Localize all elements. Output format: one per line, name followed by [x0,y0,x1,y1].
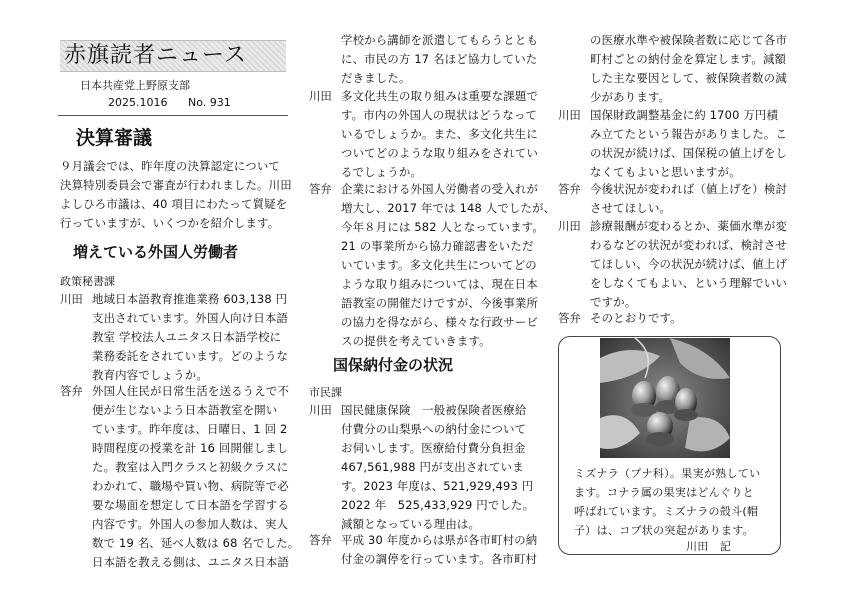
text-line: そのとおりです。 [590,311,682,325]
text-line: 数で 19 名、延べ人数は 68 名でした。 [92,536,300,550]
text-line: ですか。 [590,295,637,309]
text-line: 時間程度の授業を計 16 回開催しまし [92,441,289,455]
text-line: てほしい、今の状況が続けば、値上げ [590,257,788,271]
text-line: の医療水準や被保険者数に応じて各市 [590,33,788,47]
text-line: す。2023 年度は、521,929,493 円 [341,479,534,493]
speaker-label: 答弁 [558,311,581,325]
text-line: 少があります。 [590,90,671,104]
caption-line: ます。コナラ属の果実はどんぐりと [574,486,754,499]
text-line: いるでしょうか。また、多文化共生に [341,127,538,141]
text-line: 21 の事業所から協力確認書をいただ [341,239,534,253]
issue-number: No. 931 [188,96,231,109]
text-line: 多文化共生の取り組みは重要な課題で [341,89,539,103]
text-line: 業務委託をされています。どのような [92,349,289,363]
text-line: の状況が続けば、国保税の値上げをし [590,146,788,160]
text-line: 要な場面を想定して日本語を学習する [92,498,290,512]
text-line: 2022 年 525,433,929 円でした。 [341,498,535,512]
intro-line: よしひろ市議は、40 項目にわたって質疑を [60,197,288,211]
text-line: 支出されています。外国人向け日本語 [92,311,289,325]
text-line: した主な要因として、被保険者数の減 [590,71,787,85]
text-line: ています。昨年度は、日曜日、1 回 2 [92,422,288,436]
text-line: 付費分の山梨県への納付金について [341,422,527,436]
masthead-divider [58,115,288,116]
text-line: るでしょうか。 [341,165,423,179]
text-line: 今年８月には 582 人となっています。 [341,220,544,234]
text-line: わかれて、職場や買い物、病院等で必 [92,479,289,493]
text-line: 内容です。外国人の参加人数は、実人 [92,517,289,531]
text-line: 平成 30 年度からは県が各市町村の納 [341,533,538,547]
text-line: わるなどの状況が変われば、検討させ [590,238,788,252]
text-line: 付金の調停を行っています。各市町村 [341,552,538,566]
section-heading-insurance: 国保納付金の状況 [333,356,454,374]
text-line: 今後状況が変われば（値上げを）検討 [590,182,788,196]
text-line: なくてもよいと思いますが。 [590,165,741,179]
newsletter-title: 赤旗読者ニュース [64,43,247,68]
text-line: 診療報酬が変わるとか、薬価水準が変 [590,219,788,233]
speaker-label: 答弁 [309,533,332,547]
text-line: お伺いします。医療給付費分負担金 [341,441,526,455]
acorn-photo-icon [600,338,730,458]
text-line: す。市内の外国人の現状はどうなって [341,108,538,122]
text-line: に、市民の方 17 名ほど協力していた [341,52,538,66]
speaker-label: 川田 [558,219,581,233]
speaker-label: 川田 [558,108,581,122]
text-line: 教室 学校法人ユニタス日本語学校に [92,330,282,344]
text-line: ついてどのような取り組みをされてい [341,146,539,160]
text-line: み立てたという報告がありました。こ [590,127,788,141]
intro-line: 行っていますが、いくつかを紹介します。 [60,216,280,230]
text-line: 日本語を教える側は、ユニタス日本語 [92,555,290,569]
caption-signature: 川田 記 [686,540,732,553]
text-line: だきました。 [341,71,411,85]
text-line: 国民健康保険 一般被保険者医療給 [341,403,527,417]
issue-date: 2025.1016 [108,96,168,109]
publisher-name: 日本共産党上野原支部 [80,79,190,92]
speaker-label: 答弁 [558,182,581,196]
caption-line: 呼ばれています。ミズナラの殻斗(帽 [574,505,759,518]
text-line: させてほしい。 [590,201,672,215]
text-line: 町村ごとの納付金を算定します。減額 [590,52,787,66]
text-line: いています。多文化共生についてどの [341,258,537,272]
department-label: 市民課 [309,386,342,399]
text-line: 学校から講師を派遣してもらうととも [341,33,539,47]
text-line: ような取り組みについては、現在日本 [341,277,538,291]
caption-line: ミズナラ（ブナ科）。果実が熟してい [574,467,761,480]
text-line: 国保財政調整基金に約 1700 万円積 [590,108,779,122]
article-title: 決算審議 [76,127,153,149]
speaker-label: 川田 [309,89,332,103]
text-line: 語教室の開催だけですが、今後事業所 [341,296,539,310]
caption-line: 子）は、コブ状の突起があります。 [574,524,754,537]
intro-line: ９月議会では、昨年度の決算認定について [60,159,280,173]
text-line: 467,561,988 円が支出されていま [341,460,524,474]
text-line: 増大し、2017 年では 148 人でしたが、 [341,201,556,215]
text-line: 地域日本語教育推進業務 603,138 円 [92,292,288,306]
text-line: をしなくてもよい、という理解でいい [590,276,788,290]
text-line: の協力を得ながら、様々な行政サービ [341,315,539,329]
speaker-label: 川田 [309,403,332,417]
text-line: 便が生じないよう日本語教室を開い [92,403,278,417]
department-label: 政策秘書課 [60,275,115,288]
text-line: 減額となっている理由は。 [341,517,481,531]
intro-line: 決算特別委員会で審査が行われました。川田 [60,178,292,192]
speaker-label: 川田 [60,292,83,306]
speaker-label: 答弁 [309,182,332,196]
text-line: た。教室は入門クラスと初級クラスに [92,460,289,474]
masthead-banner [60,40,286,72]
section-heading-foreign-workers: 増えている外国人労働者 [73,243,239,261]
text-line: 外国人住民が日常生活を送るうえで不 [92,384,290,398]
text-line: スの提供を考えていきます。 [341,334,491,348]
text-line: 教育内容でしょうか。 [92,368,208,382]
text-line: 企業における外国人労働者の受入れが [341,182,539,196]
speaker-label: 答弁 [60,384,83,398]
